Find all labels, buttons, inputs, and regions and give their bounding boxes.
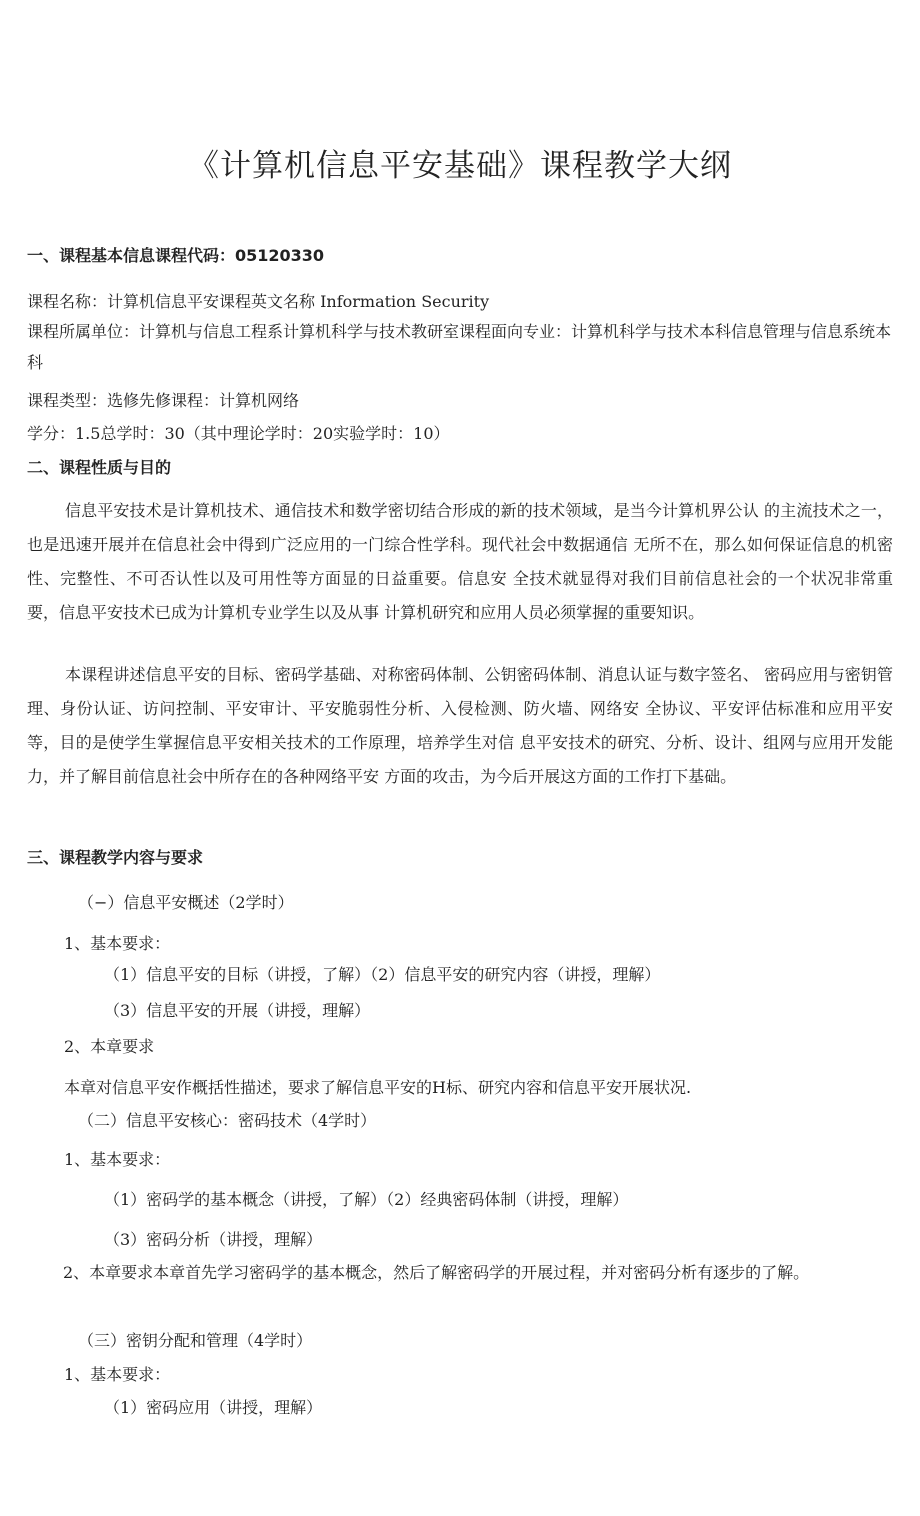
chapter-2-title: （二）信息平安核心：密码技术（4学时） [78, 1111, 377, 1130]
chapter-3-requirement-1: （1）密码应用（讲授，理解） [104, 1398, 323, 1417]
chapter-3-title: （三）密钥分配和管理（4学时） [78, 1331, 313, 1350]
section-3-heading: 三、课程教学内容与要求 [27, 848, 204, 867]
section-1-heading: 一、课程基本信息课程代码：05120330 [27, 246, 325, 265]
chapter-1-title: （−）信息平安概述（2学时） [78, 893, 294, 912]
chapter-1-requirement-1: （1）信息平安的目标（讲授，了解）（2）信息平安的研究内容（讲授，理解） [104, 965, 661, 984]
course-unit-line: 课程所属单位：计算机与信息工程系计算机科学与技术教研室课程面向专业：计算机科学与技术本科信息管理与信息系统本科 [27, 322, 892, 372]
chapter-1-requirement-2: （3）信息平安的开展（讲授，理解） [104, 1001, 371, 1020]
credit-hours-line: 学分：1.5总学时：30（其中理论学时：20实验学时：10） [27, 424, 450, 443]
chapter-2-requirement-1: （1）密码学的基本概念（讲授，了解）（2）经典密码体制（讲授，理解） [104, 1190, 629, 1209]
course-type-line: 课程类型：选修先修课程：计算机网络 [27, 391, 300, 410]
chapter-1-chapter-requirements-text: 本章对信息平安作概括性描述，要求了解信息平安的H标、研究内容和信息平安开展状况. [64, 1078, 692, 1097]
chapter-2-chapter-requirements-text: 2、本章要求本章首先学习密码学的基本概念，然后了解密码学的开展过程，并对密码分析有逐步的了解。 [63, 1263, 810, 1282]
chapter-2-requirement-2: （3）密码分析（讲授，理解） [104, 1230, 323, 1249]
section-2-heading: 二、课程性质与目的 [27, 458, 172, 477]
chapter-1-basic-requirements-label: 1、基本要求： [64, 934, 171, 953]
chapter-2-basic-requirements-label: 1、基本要求： [64, 1150, 171, 1169]
section-2-paragraph-2: 本课程讲述信息平安的目标、密码学基础、对称密码体制、公钥密码体制、消息认证与数字签名、 密码应用与密钥管理、身份认证、访问控制、平安审计、平安脆弱性分析、入侵检测、防火墙、网络安 全协议、平安评估标准和应用平安等，目的是使学生掌握信息平安相关技术的工作原理，培养学生对信 息平安技术的研究、分析、设计、组网与应用开发能力，并了解目前信息社会中所存在的各种网络平安 方面的攻击，为今后开展这方面的工作打下基础。 [27, 665, 893, 786]
course-name-line: 课程名称：计算机信息平安课程英文名称 Information Security [27, 292, 490, 311]
section-2-paragraph-1: 信息平安技术是计算机技术、通信技术和数学密切结合形成的新的技术领域，是当今计算机界公认 的主流技术之一，也是迅速开展并在信息社会中得到广泛应用的一门综合性学科。现代社会中数据通信 无所不在，那么如何保证信息的机密性、完整性、不可否认性以及可用性等方面显的日益重要。信息安 全技术就显得对我们目前信息社会的一个状况非常重要，信息平安技术已成为计算机专业学生以及从事 计算机研究和应用人员必须掌握的重要知识。 [27, 501, 893, 622]
chapter-3-basic-requirements-label: 1、基本要求： [64, 1365, 171, 1384]
document-title: 《计算机信息平安基础》课程教学大纲 [188, 148, 732, 184]
chapter-1-chapter-requirements-label: 2、本章要求 [64, 1037, 155, 1056]
